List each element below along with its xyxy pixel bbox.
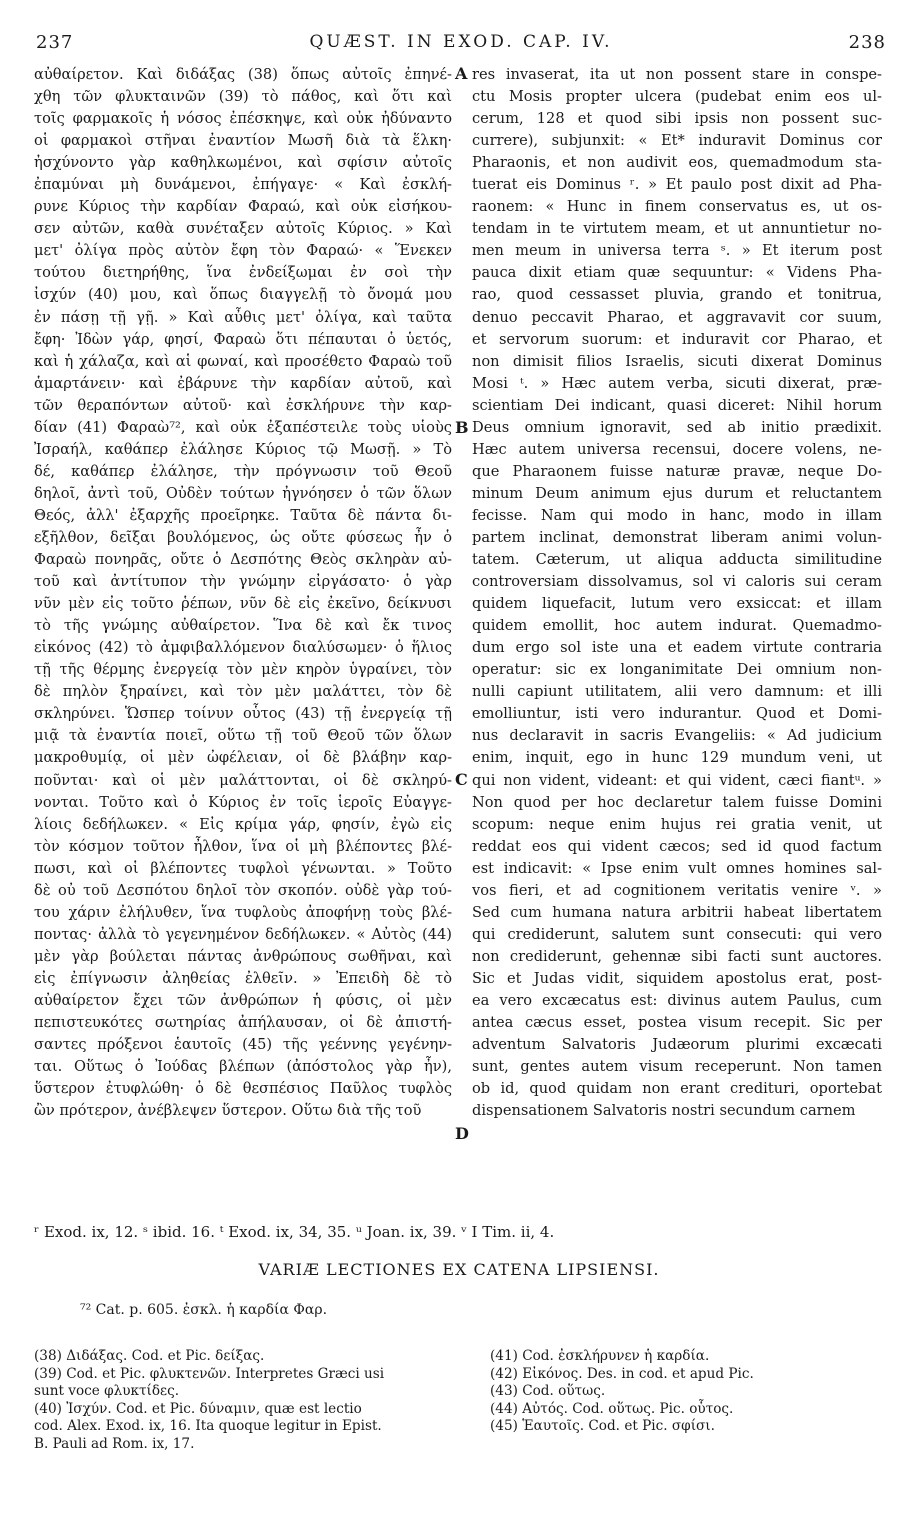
greek-text-line: ποντας· ἀλλὰ τὸ γεγενημένον δεδήλωκεν. « Αὐτὸς (44) [34,925,452,943]
latin-text-line: Hæc autem universa recensui, docere volens, ne- [472,440,882,458]
page-header [36,32,886,58]
greek-text-line: πεπιστευκότες σωτηρίας ἀπήλαυσαν, οἱ δὲ ἀπιστή- [34,1014,452,1032]
greek-text-line: ἐπαμύναι μὴ δυνάμενοι, ἐπήγαγε· « Καὶ ἐσκλή- [34,176,452,194]
greek-text-line: αὐθαίρετον. Καὶ διδάξας (38) ὅπως αὐτοῖς ἐπηνέ- [34,66,452,83]
greek-text-line: τῇ τῆς θέρμης ἐνεργείᾳ τὸν μὲν κηρὸν ὑγραίνει, τὸν [34,661,452,679]
greek-text-line: καὶ ἡ χάλαζα, καὶ αἱ φωναί, καὶ προσέθετο Φαραὼ τοῦ [34,352,452,370]
page-number-left: 237 [36,32,74,53]
variant-note-line: (40) Ἰσχύν. Cod. et Pic. δύναμιν, quæ est lectio [34,1400,362,1417]
greek-text-line: ἰσχύν (40) μου, καὶ ὅπως διαγγελῇ τὸ ὄνομά μου [34,286,452,304]
variant-note-line: (38) Διδάξας. Cod. et Pic. δείξας. [34,1348,265,1364]
variant-note-line: cod. Alex. Exod. ix, 16. Ita quoque legitur in Epist. [34,1418,382,1434]
greek-text-line: σκληρύνει. Ὥσπερ τοίνυν οὗτος (43) τῇ ἐνεργείᾳ τῇ [34,705,452,723]
greek-text-line: οἱ φαρμακοὶ στῆναι ἐναντίον Μωσῆ διὰ τὰ ἕλκη· [34,132,452,150]
latin-text-column [472,64,882,1122]
greek-text-line: μιᾷ τὰ ἐναντία ποιεῖ, οὕτω τῇ τοῦ Θεοῦ τῶν ὅλων [34,727,452,745]
greek-text-line: εἰς ἐπίγνωσιν ἀληθείας ἐλθεῖν. » Ἐπειδὴ δὲ τὸ [34,969,452,987]
latin-text-line: enim, inquit, ego in hunc 129 mundum veni, ut [472,749,882,767]
latin-text-line: emolliuntur, isti vero indurantur. Quod et Domi- [472,705,882,723]
latin-text-line: tatem. Cæterum, ut aliqua adducta similitudine [472,551,882,569]
latin-text-line: non crediderunt, gehennæ sibi facti sunt auctores. [472,947,882,965]
greek-text-line: ται. Οὕτως ὁ Ἰούδας βλέπων (ἀπόστολος γὰρ ἦν), [34,1058,452,1076]
greek-text-line: ὢν πρότερον, ἀνέβλεψεν ὕστερον. Οὕτω διὰ τῆς τοῦ [34,1102,422,1120]
variant-note-line: (42) Εἰκόνος. Des. in cod. et apud Pic. [490,1365,754,1382]
greek-text-line: αὐθαίρετον ἔχει τῶν ἀνθρώπων ἡ φύσις, οἱ μὲν [34,991,452,1009]
latin-text-line: non dimisit filios Israelis, sicuti dixerat Dominus [472,352,882,370]
margin-letter-c: C [455,770,468,789]
margin-letter-d: D [455,1124,469,1143]
latin-text-line: sunt, gentes autem visum receperunt. Non tamen [472,1058,882,1076]
greek-text-line: δέ, καθάπερ ἐλάλησε, τὴν πρόγνωσιν τοῦ Θεοῦ [34,462,452,480]
latin-text-line: currere), subjunxit: « Et* induravit Dominus cor [472,132,882,150]
latin-text-line: scientiam Dei indicant, quasi diceret: Nihil horum [472,396,882,414]
greek-text-line: Φαραὼ πονηρᾶς, οὔτε ὁ Δεσπότης Θεὸς σκληρὰν αὐ- [34,551,452,569]
latin-text-line: Mosi ᵗ. » Hæc autem verba, sicuti dixerat, præ- [472,374,882,392]
greek-text-line: τῶν θεραπόντων αὐτοῦ· καὶ ἐσκλήρυνε τὴν καρ- [34,396,452,414]
variant-notes-right [490,1348,890,1436]
latin-text-line: Sic et Judas vidit, siquidem apostolus erat, post- [472,969,882,987]
latin-text-line: Non quod per hoc declaretur talem fuisse Domini [472,793,882,811]
latin-text-line: raonem: « Hunc in finem conservatus es, ut os- [472,198,882,216]
latin-text-line: scopum: neque enim hujus rei gratia venit, ut [472,815,882,833]
latin-text-line: ctu Mosis propter ulcera (pudebat enim eos ul- [472,88,882,106]
latin-text-line: quidem emollit, hoc autem indurat. Quemadmo- [472,617,882,635]
variant-notes-left [34,1348,466,1453]
latin-text-line: antea cæcus esset, postea visum recepit. Sic per [472,1014,882,1032]
scripture-footnotes: ʳ Exod. ix, 12. ˢ ibid. 16. ᵗ Exod. ix, 34, 35. ᵘ Joan. ix, 39. ᵛ I Tim. ii, 4. [34,1223,555,1241]
greek-text-line: δὲ πηλὸν ξηραίνει, καὶ τὸν μὲν μαλάττει, τὸν δὲ [34,683,452,701]
latin-text-line: rao, quod cessasset pluvia, grando et tonitrua, [472,286,882,304]
variant-note-line: (45) Ἑαυτοῖς. Cod. et Pic. σφίσι. [490,1418,715,1434]
variant-note-line: (43) Cod. οὕτως. [490,1383,606,1399]
latin-text-line: denuo peccavit Pharao, et aggravavit cor suum, [472,308,882,326]
greek-text-line: ἔφη· Ἰδὼν γάρ, φησί, Φαραὼ ὅτι πέπαυται ὁ ὑετός, [34,330,452,348]
latin-text-line: et servorum suorum: et induravit cor Pharao, et [472,330,882,348]
latin-text-line: ea vero excæcatus est: divinus autem Paulus, cum [472,991,882,1009]
greek-text-line: Ἰσραήλ, καθάπερ ἐλάλησε Κύριος τῷ Μωσῇ. » Τὸ [34,440,452,458]
latin-text-line: Deus omnium ignoravit, sed ab initio prædixit. [472,418,882,436]
latin-text-line: dispensationem Salvatoris nostri secundum carnem [472,1102,856,1120]
variant-note-72: ⁷² Cat. p. 605. ἐσκλ. ἡ καρδία Φαρ. [80,1302,328,1318]
greek-text-line: δηλοῖ, ἀντὶ τοῦ, Οὐδὲν τούτων ἠγνόησεν ὁ τῶν ὅλων [34,484,452,502]
greek-text-line: νονται. Τοῦτο καὶ ὁ Κύριος ἐν τοῖς ἱεροῖς Εὐαγγε- [34,793,452,811]
greek-text-line: τούτου διετηρήθης, ἵνα ἐνδείξωμαι ἐν σοὶ τὴν [34,264,452,282]
latin-text-line: men meum in universa terra ˢ. » Et iterum post [472,242,882,260]
margin-letter-a: A [455,64,468,83]
greek-text-line: Θεός, ἀλλ' ἐξαρχῆς προεῖρηκε. Ταῦτα δὲ πάντα δι- [34,506,452,524]
latin-text-line: est indicavit: « Ipse enim vult omnes homines sal- [472,859,882,877]
latin-text-line: adventum Salvatoris Judæorum plurimi excæcati [472,1036,882,1054]
greek-text-line: μὲν γὰρ βούλεται πάντας ἀνθρώπους σωθῆναι, καὶ [34,947,452,965]
running-title: QUÆST. IN EXOD. CAP. IV. [309,32,613,52]
latin-text-line: que Pharaonem fuisse naturæ pravæ, neque Do- [472,462,882,480]
latin-text-line: cerum, 128 et quod sibi ipsis non possent suc- [472,110,882,128]
latin-text-line: res invaserat, ita ut non possent stare in conspe- [472,66,882,83]
greek-text-line: σεν αὐτῶν, καθὰ συνέταξεν αὐτοῖς Κύριος. » Καὶ [34,220,452,238]
variae-lectiones-title: VARIÆ LECTIONES EX CATENA LIPSIENSI. [258,1260,660,1279]
variant-note-line: (41) Cod. ἐσκλήρυνεν ἡ καρδία. [490,1348,710,1364]
latin-text-line: nulli capiunt utilitatem, alii vero damnum: et illi [472,683,882,701]
latin-text-line: quidem liquefacit, lutum vero exsiccat: et illam [472,595,882,613]
greek-text-line: μακροθυμίᾳ, οἱ μὲν ὠφέλειαν, οἱ δὲ βλάβην καρ- [34,749,452,767]
latin-text-line: partem inclinat, demonstrat liberam animi volun- [472,528,882,546]
page-number-right: 238 [848,32,886,53]
greek-text-line: ποῦνται· καὶ οἱ μὲν μαλάττονται, οἱ δὲ σκληρύ- [34,771,452,789]
greek-text-line: τὸν κόσμον τοῦτον ἦλθον, ἵνα οἱ μὴ βλέποντες βλέ- [34,837,452,855]
margin-letter-b: B [455,418,469,437]
greek-text-line: νῦν μὲν εἰς τοῦτο ῥέπων, νῦν δὲ εἰς ἐκεῖνο, δείκνυσι [34,595,452,613]
latin-text-line: tuerat eis Dominus ʳ. » Et paulo post dixit ad Pha- [472,176,882,194]
latin-text-line: Pharaonis, et non audivit eos, quemadmodum sta- [472,154,882,172]
latin-text-line: qui crediderunt, salutem sunt consecuti: qui vero [472,925,882,943]
greek-text-line: χθη τῶν φλυκταινῶν (39) τὸ πάθος, καὶ ὅτι καὶ [34,88,452,106]
latin-text-line: Sed cum humana natura arbitrii habeat libertatem [472,903,882,921]
greek-text-line: ἁμαρτάνειν· καὶ ἐβάρυνε τὴν καρδίαν αὐτοῦ, καὶ [34,374,452,392]
greek-text-line: μετ' ὀλίγα πρὸς αὐτὸν ἔφη τὸν Φαραώ· « Ἕνεκεν [34,242,452,260]
latin-text-line: controversiam dissolvamus, sol vi caloris sui ceram [472,573,882,591]
greek-text-column [34,64,452,1122]
greek-text-line: πωσι, καὶ οἱ βλέποντες τυφλοὶ γένωνται. » Τοῦτο [34,859,452,877]
latin-text-line: reddat eos qui vident cæcos; sed id quod factum [472,837,882,855]
greek-text-line: τοῖς φαρμακοῖς ἡ νόσος ἐπέσκηψε, καὶ οὐκ ἠδύναντο [34,110,452,128]
greek-text-line: του χάριν ἐλήλυθεν, ἵνα τυφλοὺς ἀποφήνῃ τοὺς βλέ- [34,903,452,921]
latin-text-line: operatur: sic ex longanimitate Dei omnium non- [472,661,882,679]
variant-note-line: B. Pauli ad Rom. ix, 17. [34,1435,195,1452]
latin-text-line: tendam in te virtutem meam, et ut annuntietur no- [472,220,882,238]
latin-text-line: ob id, quod quidam non erant credituri, oportebat [472,1080,882,1098]
greek-text-line: ρυνε Κύριος τὴν καρδίαν Φαραώ, καὶ οὐκ εἰσήκου- [34,198,452,216]
greek-text-line: τὸ τῆς γνώμης αὐθαίρετον. Ἵνα δὲ καὶ ἔκ τινος [34,617,452,635]
variant-note-line: (39) Cod. et Pic. φλυκτενῶν. Interpretes Græci usi [34,1365,385,1382]
greek-text-line: τοῦ καὶ ἀντίτυπον τὴν γνώμην εἰργάσατο· ὁ γὰρ [34,573,452,591]
greek-text-line: δίαν (41) Φαραὼ⁷², καὶ οὐκ ἐξαπέστειλε τοὺς υἱοὺς [34,418,452,436]
greek-text-line: εξῆλθον, δεῖξαι βουλόμενος, ὡς οὔτε φύσεως ἦν ὁ [34,528,452,546]
latin-text-line: fecisse. Nam qui modo in hanc, modo in illam [472,506,882,524]
greek-text-line: εἰκόνος (42) τὸ ἀμφιβαλλόμενον διαλύσωμεν· ὁ ἥλιος [34,639,452,657]
greek-text-line: λίοις δεδήλωκεν. « Εἰς κρίμα γάρ, φησίν, ἐγὼ εἰς [34,815,452,833]
greek-text-line: ἠσχύνοντο γὰρ καθηλκωμένοι, καὶ σφίσιν αὐτοῖς [34,154,452,172]
latin-text-line: vos fieri, et ad cognitionem veritatis venire ᵛ. » [472,881,882,899]
variant-note-line: sunt voce φλυκτίδες. [34,1383,180,1399]
greek-text-line: ὕστερον ἐτυφλώθη· ὁ δὲ θεσπέσιος Παῦλος τυφλὸς [34,1080,452,1098]
latin-text-line: dum ergo sol iste una et eadem virtute contraria [472,639,882,657]
latin-text-line: nus declaravit in sacris Evangeliis: « Ad judicium [472,727,882,745]
latin-text-line: qui non vident, videant: et qui vident, cæci fiantᵘ. » [472,771,882,789]
variant-note-line: (44) Αὐτός. Cod. οὕτως. Pic. οὗτος. [490,1400,734,1417]
greek-text-line: δὲ οὐ τοῦ Δεσπότου δηλοῖ τὸν σκοπόν. οὐδὲ γὰρ τού- [34,881,452,899]
latin-text-line: pauca dixit etiam quæ sequuntur: « Videns Pha- [472,264,882,282]
latin-text-line: minum Deum animum ejus durum et reluctantem [472,484,882,502]
greek-text-line: ἐν πάσῃ τῇ γῇ. » Καὶ αὖθις μετ' ὀλίγα, καὶ ταῦτα [34,308,452,326]
greek-text-line: σαντες πρόξενοι ἑαυτοῖς (45) τῆς γεέννης γεγένην- [34,1036,452,1054]
